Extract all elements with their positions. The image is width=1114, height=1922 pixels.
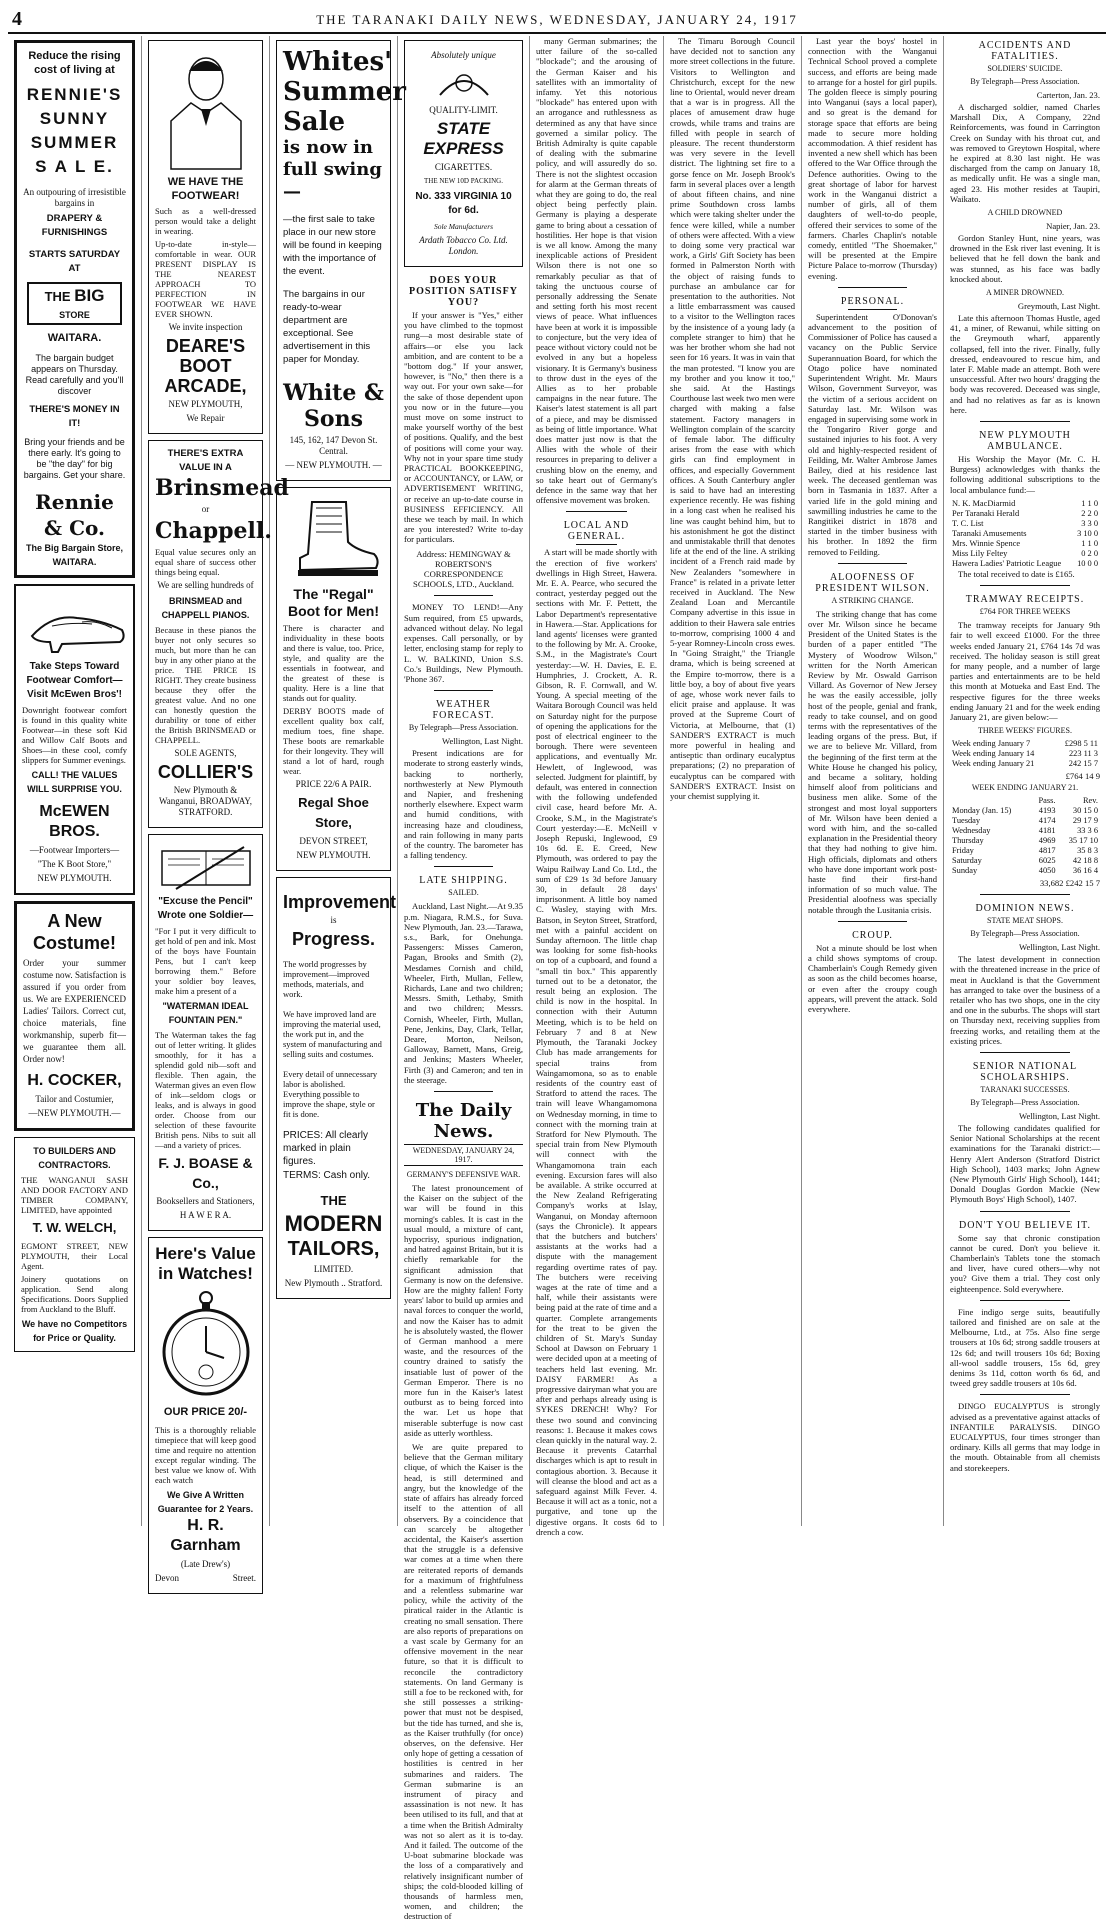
table-row xyxy=(950,826,1100,836)
table-row xyxy=(950,519,1100,529)
regal-addr2: NEW PLYMOUTH. xyxy=(296,850,371,860)
hemingway-body: If your answer is "Yes," either you have climbed to the topmost rung—a most desirable state of affairs—or else you lack ambition, and are content to be a "bottom dog." If your answer, however, is "No," then there is a way out. For your own sake—for the sake of those dependent upon you now or in the future—you must move on some instruct to make yourself worthy of the best of positions. Qualify, and the best of positions will come your way. Why not in your spare time study PRACTICAL BOOKKEEPING, or ACCOUNTANCY, or LAW, or ADVERTISEMENT WRITING, or receive an up-to-date course in BUSINESS EFFICIENCY. All these we teach by mail. In which are you interested? Write to-day for particulars. xyxy=(404,310,523,545)
dontbelieve-body: Some say that chronic constipation cannot be cured. Don't you believe it. Chamberlain's Tablets tone the stomach and liver, have cured others—why not you? Give them a trial. They cost only eighteenpence. Sold everywhere. xyxy=(950,1232,1100,1294)
scholar-sub: TARANAKI SUCCESSES. xyxy=(980,1084,1070,1094)
statex-maker1: Sole Manufacturers xyxy=(433,222,494,231)
store-word: STORE xyxy=(59,310,90,320)
welch-name: T. W. WELCH, xyxy=(32,1220,117,1235)
scholar-by: By Telegraph—Press Association. xyxy=(970,1097,1080,1107)
week-amount: £298 5 11 xyxy=(1064,739,1098,749)
collier-name: COLLIER'S xyxy=(157,762,254,782)
accidents-date1: Carterton, Jan. 23. xyxy=(1036,90,1100,100)
dominion-date: Wellington, Last Night. xyxy=(1019,942,1100,953)
subscriber-name: Mrs. Winnie Spence xyxy=(952,538,1021,548)
boase-body1: "For I put it very difficult to get hold of pen and ink. Most of the boys have Fountain Pens, but I can't keep borrowing them." Before your soldier boy leaves, make him a present of a xyxy=(155,926,256,996)
accidents-body2: Gordon Stanley Hunt, nine years, was drowned in the Esk river last evening. It is believed that he fell down the bank and was stunned, as his face was badly knocked about. xyxy=(950,233,1100,284)
deare-extra: We Repair xyxy=(186,413,225,423)
day-revenue: 35 8 3 xyxy=(1077,846,1098,856)
garnham-addr2: Street. xyxy=(232,1573,256,1583)
table-row xyxy=(950,866,1100,876)
big-store-logo xyxy=(27,282,122,325)
table-row xyxy=(950,529,1100,539)
subscription-amount: 1 1 0 xyxy=(1081,538,1098,548)
statex-maker2: Ardath Tobacco Co. Ltd. London. xyxy=(419,235,508,256)
collier-agents: SOLE AGENTS, xyxy=(174,748,237,758)
money-to-lend: MONEY TO LEND!—Any Sum required, from £5 upwards, advanced without delay. No legal expenses. Call personally, or by letter, enclosing stamp for reply to L. W. BALKIND, Union S.S. Co.'s Buildings, New Plymouth. 'Phone 367. xyxy=(404,602,523,684)
mcewen-ad xyxy=(14,584,135,895)
whites-name1: Whites' xyxy=(283,47,393,77)
dominion-by: By Telegraph—Press Association. xyxy=(970,929,1080,939)
table-row xyxy=(950,846,1100,856)
dominion-headline: DOMINION NEWS. xyxy=(975,903,1075,915)
rennie-starts: STARTS SATURDAY AT xyxy=(28,249,121,274)
boot-illustration xyxy=(286,498,382,582)
daily-news-nameplate: The Daily News. xyxy=(415,1100,512,1142)
weather-by: By Telegraph—Press Association. xyxy=(408,723,519,733)
indigo-serge-ad: Fine indigo serge suits, beautifully tailored and finished are on sale at the Melbourne, Ltd., at 75s. Also fine serge trousers at 10s 6d; strong saddle trousers at 12s 6d; and twill trousers 10s 6d; Boxing all-wool saddle trousers, 15s 6d, grey denims 3s 11d, cotton worth 6s 6d, and tweed grey saddle trousers at 10s 6d. xyxy=(950,1306,1100,1389)
subscription-amount: 2 2 0 xyxy=(1081,508,1098,518)
whites-addr: 145, 162, 147 Devon St. Central. xyxy=(289,435,378,456)
whites-body1: —the first sale to take place in our new store will be found in keeping with the importance of the event. xyxy=(283,214,382,277)
statex-price: No. 333 VIRGINIA 10 for 6d. xyxy=(415,191,512,216)
day-revenue: 36 16 4 xyxy=(1072,866,1098,876)
modern-tailors-ad xyxy=(276,877,397,1299)
dominion-sub: STATE MEAT SHOPS. xyxy=(987,916,1063,926)
table-row xyxy=(950,549,1100,559)
regal-body1: There is character and individuality in these boots and there is value, too. Price, style, and quality are the essentials in footwear, and the greatest of these is quality. Here is a line that stands out for quality. xyxy=(283,623,384,703)
improvement-body3: Every detail of unnecessary labor is abolished. Everything possible to improve the shape, style or fit is done. xyxy=(283,1069,378,1119)
regal-price: PRICE 22/6 A PAIR. xyxy=(295,779,372,789)
tailors-name2: MODERN xyxy=(284,1211,383,1236)
leader-body2: We are quite prepared to believe that the German military clique, of which the Kaiser is the head, is still determined and angry, but the knowledge of the state of affairs has already forced itself to the attention of all observers. By a coincidence that can scarcely be altogether accidental, the Kaiser's assertion that the struggle is a defensive war comes at a time when there are reiterated reports of demands for a maximum of frightfulness and a relentless submarine war policy, while the activity of the piratical raider in the Atlantic is creating no small sensation. There are also reports of preparations on a vast scale by Germany for an offensive movement in the near future, so that it is difficult to reconcile the contradictory statements. On land Germany is still a foe to be reckoned with, for she still possesses a striking-power that must not be despised, but the tide has turned, and she is, as the Kaiser truthfully (for once) observes, on the defensive. Her only hope of getting a cessation of hostilities is centred in her submarines and raiders. The German submarine is an instrument of piracy and assassination is not new. It has been utilised to its full, and that at a time when the British Admiralty was not so alert as it is to-day. And it failed. The outcome of the U-boat submarine blockade was the loss of a comparatively and relatively insignificant number of ships; the cold-blooded killing of thousands of harmless men, women, and children; the destruction of xyxy=(404,1442,523,1922)
garnham-guarantee: We Give A Written Guarantee for 2 Years. xyxy=(157,1490,254,1514)
week-label: Week ending January 14 xyxy=(952,749,1035,759)
deare-headline: WE HAVE THE FOOTWEAR! xyxy=(167,176,244,202)
column-7-body: Last year the boys' hostel in connection with the Wanganui Technical School proved a complete success, and efforts are being made to arrange for a hostel for girl pupils. The golden fleece is simply pouring into Wanganui (says a local paper), and so great is the demand for storage space that efforts are being made to secure more holding accommodation. A thief resident has invented a new shell which has been offered to the War Office through the Defence authorities. Owing to the great shortage of labor for harvest work in the Wanganui district a number of girls, all of them daughters of well-to-do people, offered their services to some of the farmers. Charles Chaplin's notable comedy, entitled "The Shoemaker," will be presented at the Empire Picture Palace to-morrow (Thursday) evening. xyxy=(808,36,937,281)
subscriber-name: Hawera Ladies' Patriotic League xyxy=(952,558,1062,568)
store-big: BIG xyxy=(74,286,105,305)
column-5 xyxy=(530,36,664,1537)
day-passengers: 6025 xyxy=(1038,856,1056,866)
mcewen-call: CALL! THE VALUES WILL SURPRISE YOU. xyxy=(27,770,122,794)
subscription-amount: 1 1 0 xyxy=(1081,498,1098,508)
day-label: Monday (Jan. 15) xyxy=(952,806,1012,816)
pocket-watch-illustration xyxy=(158,1288,254,1398)
leader-headline: GERMANY'S DEFENSIVE WAR. xyxy=(406,1170,521,1179)
improvement-is: is xyxy=(330,915,337,925)
state-express-ad xyxy=(404,40,523,267)
column-6-body: The Timaru Borough Council have decided not to sanction any more street collections in the future. Visitors to Wellington and Christchurch, except for the new line to Oriental, would never dream that a war is in progress. All the places of amusement draw huge crowds, while trams and trains are filled with people in search of pleasure. The recent thunderstorm was very severe in the Ievell district. The lightning set fire to a gorse fence on Mr. Joseph Brook's farm in several places over a length of about fifteen chains, and nine prime Southdown cross lambs which were taking shelter under the fence were killed, while a number of others were affected. With a view to doing some very practical war work, a Girls' Gift Society has been formed in Palmerston North with the object of raising funds to purchase an ambulance car for presentation to the authorities. Not a little embarrassment was caused to a visitor to the Wellington races by the insistence of a young lady (a complete stranger to him) that he was her brother whom she had not seen for 16 years. It was in vain that the man protested. "I know you are my brother and you know it too," she said. At the Hastings Courthouse last week two men were charged with making a false statement. Factory managers in Wellington complain of the scarcity of female labor. The difficulty arises from the ease with which girls can find employment in offices, and especially Government offices. A South Canterbury angler is said to have had an interesting experience recently. He was fishing in a long cast when he realised his line was caught behind him, but to his astonishment he got the distinct and unmistakable thrill that denotes life at the end of the line. A striking incident of a French raid made by New Zealanders "somewhere in France" is related in a private letter received in Auckland. The New Zealand Loan and Mercantile Company advertise in this issue in addition to their Hawera sale entries to-morrow, comprising 1000 4 and 5-year Romney-Lincoln cross ewes. In "Going Straight," the Triangle drama, which is being screened at the Empire to-morrow, there is a little boy, a boy of about five years of age, whose work never fails to elicit praise and applause. It was proved at the Supreme Court of Victoria, at Melbourne, that (1) SANDER'S EXTRACT is much more powerful in healing and antiseptic than ordinary eucalyptus preparations; (2) no preparation of eucalyptus can be compared with SANDER'S EXTRACT. Insist on your chemist supplying it. xyxy=(670,36,795,802)
hemingway-headline: DOES YOUR POSITION SATISFY YOU? xyxy=(409,275,518,308)
statex-brand: STATE EXPRESS xyxy=(423,119,504,158)
accidents-date2: Napier, Jan. 23. xyxy=(1046,221,1100,232)
subscription-amount: 10 0 0 xyxy=(1077,558,1098,568)
day-label: Thursday xyxy=(952,836,984,846)
cocker-name: H. COCKER, xyxy=(27,1072,122,1089)
column-4 xyxy=(398,36,530,1922)
column-8 xyxy=(944,36,1106,1526)
rennie-dept: DRAPERY & FURNISHINGS xyxy=(41,213,108,238)
boase-sub2: H A W E R A. xyxy=(179,1210,232,1220)
mcewen-sub2: "The K Boot Store," xyxy=(37,859,112,869)
week-amount: 223 11 3 xyxy=(1068,749,1098,759)
weather-date: Wellington, Last Night. xyxy=(442,736,523,747)
tramway-sub2: THREE WEEKS' FIGURES. xyxy=(978,726,1072,736)
garnham-price: OUR PRICE 20/- xyxy=(163,1406,248,1418)
scholar-headline: SENIOR NATIONAL SCHOLARSHIPS. xyxy=(972,1060,1078,1083)
table-row xyxy=(950,796,1100,806)
dominion-body: The latest development in connection with the threatened increase in the price of meat in Auckland is that the Government has arranged to take over the business of a retailer who has two shops, one in the city and one in the suburbs. The shops will start on Thursday next, receiving supplies from freezing works, and retailing them at the existing prices. xyxy=(950,954,1100,1046)
collier-ad xyxy=(148,440,289,828)
rennie-ad xyxy=(14,40,135,578)
column-7 xyxy=(802,36,944,1526)
garnham-addr xyxy=(155,1573,256,1584)
deare-name2: BOOT xyxy=(179,356,232,376)
welch-comp: We have no Competitors for Price or Quality. xyxy=(21,1319,128,1343)
whites-name2: Summer xyxy=(283,77,406,107)
rennie-money: THERE'S MONEY IN IT! xyxy=(29,404,120,429)
garnham-addr1: Devon xyxy=(155,1573,179,1583)
garnham-body: This is a thoroughly reliable timepiece that will keep good time and require no attention except regular winding. The best value we know of. With each watch xyxy=(155,1425,256,1485)
day-passengers: 4174 xyxy=(1038,816,1056,826)
subscription-amount: 3 10 0 xyxy=(1077,528,1098,538)
cocker-sub2: —NEW PLYMOUTH.— xyxy=(28,1108,121,1118)
statex-pack: THE NEW 10D PACKING. xyxy=(424,177,503,185)
aloofness-body: The striking change that has come over Mr. Wilson since he became President of the United States is the burden of a paper entitled "The Mystery of Woodrow Wilson," written for the North American Review by Mr. Oswald Garrison Villard. As Governor of New Jersey he was the easily accessible, jolly host of the people, genial and frank, ready to take counsel, and on good terms with the representatives of the leading organs of the press. But, if we are to believe Mr. Villard, from the beginning of the first term at the White House he changed his policy, and became a solitary, holding himself aloof from politicians and business men alike. Some of the strongest and most loyal supporters of Mr. Wilson have been denied a word with him, and the so-called explanation in the Presidential theory that they had nothing to give him. High officials, diplomats and others who have done important work post-haste find their first-hand information of so much value. The Presidential aloofness was specially notable through the Lusitania crisis. xyxy=(808,608,937,915)
table-row xyxy=(950,816,1100,826)
leader-date: WEDNESDAY, JANUARY 24, 1917. xyxy=(404,1144,523,1166)
boase-ad xyxy=(148,834,263,1231)
collier-brinsmead: Brinsmead xyxy=(155,475,289,501)
subscription-amount: 0 2 0 xyxy=(1081,548,1098,558)
day-label: Sunday xyxy=(952,866,978,876)
table-row xyxy=(950,806,1100,816)
aloofness-headline: ALOOFNESS OF PRESIDENT WILSON. xyxy=(815,571,930,594)
ambulance-table xyxy=(950,499,1100,569)
pass-header: Pass. xyxy=(1038,796,1056,806)
boase-headline: "Excuse the Pencil" Wrote one Soldier— xyxy=(157,896,254,921)
whites-brand: White & Sons xyxy=(283,380,384,432)
day-revenue: 42 18 8 xyxy=(1072,856,1098,866)
statex-quality: QUALITY-LIMIT. xyxy=(429,105,498,115)
tramway-weeks-table xyxy=(950,739,1100,769)
shipping-body: Auckland, Last Night.—At 9.35 p.m. Niagara, R.M.S., for Suva. New Plymouth, Jan. 23.—Tarawa, s.s., Bark, for Onehunga. Passengers: Misses Cameron, Pagan, Brooks and Smith (2), Mesdames Cornish and child, Wheeler, Firth, Mullan, Fellew, Richards, Lane and two children; Messrs. Smith, Lethaby, Smith and two children; Messrs. Cornish, Wheeler, Firth, Mullan, Pene, Jenkins, Day, Clark, Tellar, Deare, Morton, Neilson, Galloway, Barnett, Mans, Greig, and Jenkins; Masters Wheeler, Firth (3) and Cameron; and ten in the steerage. xyxy=(404,901,523,1085)
regal-body2: DERBY BOOTS made of excellent quality box calf, medium toes, fine shape. These boots are remarkable for their longevity. They will stand a lot of hard, rough wear. xyxy=(283,706,384,776)
whites-name4: is now in full swing— xyxy=(283,137,382,202)
statex-cig: CIGARETTES. xyxy=(434,162,493,172)
garnham-sub: (Late Drew's) xyxy=(180,1559,231,1569)
improvement-prices: PRICES: All clearly marked in plain figures. xyxy=(283,1130,369,1167)
accidents-body3: Late this afternoon Thomas Hustle, aged 41, a miner, of Rewanui, while sitting on the Greymouth wharf, apparently collapsed, fell into the river. Finally, fully dressed, endeavoured to rescue him, and later F. Mable made an attempt. Both were unsuccessful. After two hours' dragging the body was recovered. Deceased was single, and had no relatives as far as is known here. xyxy=(950,313,1100,415)
whites-ad xyxy=(276,40,406,481)
tramway-sub3: WEEK ENDING JANUARY 21. xyxy=(971,783,1079,793)
mcewen-body: Downright footwear comfort is found in this quality white Footwear—in these soft Kid and Willow Calf Boots and Shoes—in these cool, comfy slippers for Summer evenings. xyxy=(22,705,127,765)
whites-name3: Sale xyxy=(283,107,346,137)
day-passengers: 4050 xyxy=(1038,866,1056,876)
day-revenue: 30 15 0 xyxy=(1072,806,1098,816)
improvement-h2: Progress. xyxy=(291,929,376,949)
tramway-days-table xyxy=(950,796,1100,876)
statex-top: Absolutely unique xyxy=(431,50,496,60)
cocker-sub1: Tailor and Costumier, xyxy=(35,1094,114,1104)
tailors-name1: THE xyxy=(320,1193,347,1208)
rennie-name-4: S A L E. xyxy=(35,157,114,176)
leader-continued: many German submarines; the utter failure of the so-called "blockade"; and the arousing of the German Kaiser and his satellites with an immortality of infamy. Yet this notorious "blockade" has entered upon with an arrogance and ruthlessness as determined as any that have since governed a similar policy. The British Admiralty is quite capable of dealing with the submarine policy, and will assuredly do so. There is not the slightest occasion for alarm at the German threats of what they are going to do, the real object being perfectly plain. Germany is playing a desperate game to bring about a cessation of hostilities. Her hope is that vision is we all know. Among the many inexplicable actions of President Wilson there is not one so remarkably peculiar as that of taking the unctuous course of personally addressing the Senate and setting forth his most recent views of peace. What influences have been at work it is impossible to conjecture, but the very idea of peace without victory could not be evolved in any but a hopeless visionary. It is Germany's business to throw dust in the eyes of the Allies as to her probable campaigns in the near future. The Kaiser's latest statement is all part of a piece, and may be dismissed as being of little importance. What does matter just now is that the Allies with the whole of their resources in preparing to deliver a crushing blow on the enemy, and so take heart out of Germany's defence in the same way that her offensive movement was broken. xyxy=(536,36,657,506)
column-6 xyxy=(664,36,802,1526)
week-amount: 242 15 7 xyxy=(1068,759,1098,769)
subscriber-name: Miss Lily Feltey xyxy=(952,548,1008,558)
rennie-town: WAITARA. xyxy=(47,332,102,344)
regal-headline: The "Regal" Boot for Men! xyxy=(288,586,379,619)
personal-headline: PERSONAL. xyxy=(840,295,905,307)
ladies-shoe-illustration xyxy=(22,596,132,656)
day-passengers: 4181 xyxy=(1038,826,1056,836)
regal-addr1: DEVON STREET, xyxy=(299,836,368,846)
dontbelieve-headline: DON'T YOU BELIEVE IT. xyxy=(958,1219,1092,1231)
cocker-ad xyxy=(14,901,135,1131)
accidents-sub2: A CHILD DROWNED xyxy=(987,208,1063,218)
deare-ad xyxy=(148,40,263,434)
rennie-intro: Reduce the rising cost of living at xyxy=(28,50,121,76)
welch-joinery: Joinery quotations on application. Send along Specifications. Doors Supplied from Auckland to the Bluff. xyxy=(21,1274,128,1314)
table-row xyxy=(950,856,1100,866)
collier-pianos: BRINSMEAD and CHAPPELL PIANOS. xyxy=(161,596,250,620)
tailors-addr: New Plymouth .. Stratford. xyxy=(284,1278,383,1288)
subscriber-name: N. K. MacDiarmid xyxy=(952,498,1016,508)
table-row xyxy=(950,759,1100,769)
aloofness-sub: A STRIKING CHANGE. xyxy=(831,595,914,605)
day-revenue: 33 3 6 xyxy=(1077,826,1098,836)
garnham-name: H. R. Garnham xyxy=(170,1517,241,1554)
collier-addr: New Plymouth & Wanganui, BROADWAY, STRATFORD. xyxy=(158,785,253,817)
accidents-headline: ACCIDENTS AND FATALITIES. xyxy=(978,40,1072,62)
improvement-body2: We have improved land are improving the material used, the work put in, and the system of manufacturing and selling suits and costumes. xyxy=(283,1009,382,1059)
tailors-name4: LIMITED. xyxy=(313,1264,354,1274)
subscriber-name: T. C. List xyxy=(952,518,984,528)
mcewen-sub1: —Footwear Importers— xyxy=(29,845,120,855)
deare-name1: DEARE'S xyxy=(165,336,246,356)
tramway-sub: £764 FOR THREE WEEKS xyxy=(979,607,1071,617)
page-number: 4 xyxy=(12,8,22,30)
table-row xyxy=(950,739,1100,749)
collier-body1: Equal value secures only an equal share of success other things being equal. xyxy=(155,547,256,577)
column-3 xyxy=(270,36,406,1526)
gentleman-illustration xyxy=(161,51,251,171)
accidents-body1: A discharged soldier, named Charles Marshall Dix, A Company, 22nd Reinforcements, was found in Carrington Creek on Sunday with his throat cut, and was removed to Greytown Hospital, where he expired at 8.30 last night. He was discharged from the camp on January 18, as medically unfit. He was a single man, aged 23. His mother resides at Taupiri, Waikato. xyxy=(950,102,1100,204)
local-general-body: A start will be made shortly with the erection of five workers' dwellings in High Street, Hawera. Mr. E. A. Pearce, who secured the contract, yesterday pegged out the sections with Mr. F. Pettett, the Labor Department's representative in Hawera.—Star. Applications for land agents' licenses were granted to the following by Mr. A. Crooke, S.M., in the Magistrate's Court yesterday:—W. H. Davies, E. E. Humphries, J. Crockett, A. R. Gibson, R. F. Cornwall, and W. Young. A special meeting of the Waitara Borough Council was held on Saturday night for the purpose of opening the applications for the post of electrical engineer to the borough. There were seventeen applications, and eventually Mr. Hewlett, of Inglewood, was selected. Judgment for plaintiff, by default, was entered in connection with the following undefended civil case, heard before Mr. A. Crooke, S.M., in the Magistrate's Court yesterday:—E. McNeill v Joseph Repuski, Inglewood, £9 10s 6d. E. E. Creed, New Plymouth, was ordered to pay the Waipu Railway Land Co. Ltd., the sum of £29 1s 3d before January 30, in default 28 days' imprisonment. A little boy named C. Wasley, staying with Mrs. Batson, in Seyton Street, Stratford, met with a painful accident on Sunday afternoon. The little chap was looking for some fish-hooks on top of a cupboard, and found a "small tin box." This apparently turned out to be a detonator, the result being an explosion. The child is now in the hospital. In connection with their Autumn Meeting, which is to be held on February 7 and 8 at New Plymouth, the Taranaki Jockey Club has made arrangements for special trains from Waingamomona, so as to enable residents of the country east of Stratford to attend the races. The train will leave Whangamomona on Wednesday morning, in time to connect with the morning train at Stratford for New Plymouth. The special train from New Plymouth will connect with the Whangamomona train each evening. Excursion fares will also be available. A strike occurred at the New Zealand Refrigerating Company's works at Islay, Wanganui, on Monday afternoon (says the Chronicle). It appears that the butchers and butchers' assistants at the works had a dispute with the management regarding overtime rates of pay. The butchers were receiving wages at the rate of time and a half, while their assistants were being paid at the rate of time and a quarter. Complete arrangements for the treat to be given the children of St. Mary's Sunday School at Dawson on February 1 were decided upon at a meeting of teachers held last evening. Mr. DAISY FARMER! As a progressive dairyman what you are after and perhaps already using is SYKES DRENCH! Why? For these two sound and convincing reasons: 1. Because it makes cows clean quickly in the natural way. 2. Because it prevents Catarrhal discharges which is apt to result in contagious abortion. 3. Because it will cleanse the blood and act as a safeguard against Milk Fever. 4. Because it will act as a tonic, not a purgative, and tone up the digestive organs. It costs 6d to drench a cow. xyxy=(536,547,657,1537)
deare-name3: ARCADE, xyxy=(164,376,247,396)
rennie-brand: Rennie & Co. xyxy=(35,490,114,540)
day-label: Saturday xyxy=(952,856,982,866)
rev-header: Rev. xyxy=(1082,796,1098,806)
week-label: Week ending January 7 xyxy=(952,739,1031,749)
ambulance-total: The total received to date is £165. xyxy=(958,568,1075,579)
garnham-headline: Here's Value in Watches! xyxy=(155,1244,256,1283)
rennie-budget: The bargain budget appears on Thursday. Read carefully and you'll discover xyxy=(25,353,124,396)
tramway-headline: TRAMWAY RECEIPTS. xyxy=(965,594,1085,606)
hemingway-addr: Address: HEMINGWAY & ROBERTSON'S CORRESPONDENCE SCHOOLS, LTD., Auckland. xyxy=(413,548,514,590)
writing-pad-illustration xyxy=(156,845,256,891)
table-row xyxy=(950,749,1100,759)
regal-ad xyxy=(276,487,391,871)
day-passengers: 4193 xyxy=(1038,806,1056,816)
personal-body: Superintendent O'Donovan's advancement to the position of Commissioner of Police has caused a vacancy on the Public Service Superannuation Board, for which the Otago police have nominated Superintendent Wright. Mr. Maurs Wilson, Government Surveyor, was the victim of a serious accident on Saturday last. Mr. Wilson was engaged in supervising some work in the Tongariro River gorge and sustained injuries to his foot. A very old and highly-respected resident of Feilding, Mr. Walter Ambrose James Bailey, died at his residence last week. The deceased gentleman was born in Tasmania in 1837. After a varied life in the gold mining and sawmilling industries he came to the Rangitikei district in 1878 and started in the timber business with his brother. In 1892 the firm removed to Feilding. xyxy=(808,311,937,557)
collier-body2: We are selling hundreds of xyxy=(157,580,254,590)
collier-headline: THERE'S EXTRA VALUE IN A xyxy=(167,448,244,473)
mcewen-name: McEWEN BROS. xyxy=(39,803,110,840)
weather-body: Present indications are for moderate to strong easterly winds, backing to northerly, northwesterly at New Plymouth and Napier, and freshening northerly elsewhere. Expect warm and humid conditions, with increasing haze and cloudiness, and rain following in many parts of the country. The barometer has a falling tendency. xyxy=(404,748,523,861)
table-row xyxy=(950,539,1100,549)
subscriber-name: Taranaki Amusements xyxy=(952,528,1027,538)
rennie-name-2: SUNNY xyxy=(39,109,110,128)
rennie-bring: Bring your friends and be there early. It's going to be "the day" for big bargains. Get your share. xyxy=(23,437,126,480)
regal-name: Regal Shoe Store, xyxy=(298,795,369,830)
mcewen-sub3: NEW PLYMOUTH. xyxy=(37,873,112,883)
day-header xyxy=(950,796,1031,806)
day-label: Tuesday xyxy=(952,816,981,826)
scholar-body: The following candidates qualified for Senior National Scholarships at the recent examinations for the Taranaki district:—Henry Alert Anderson (Stratford District High School), 1403 marks; John Agnew (New Plymouth Girls' High School), 1441; Donald Douglas Gordon Mackie (New Plymouth Boys' High School), 1407. xyxy=(950,1122,1100,1205)
rennie-name-1: RENNIE'S xyxy=(26,85,123,104)
ambulance-body: His Worship the Mayor (Mr. C. H. Burgess) acknowledges with thanks the following additional subscriptions to the local ambulance fund:— xyxy=(950,454,1100,495)
mcewen-headline: Take Steps Toward Footwear Comfort—Visit McEwen Bros'! xyxy=(26,661,123,700)
improvement-terms: TERMS: Cash only. xyxy=(283,1170,371,1181)
boase-body2: The Waterman takes the fag out of letter writing. It glides smoothly, for it has a splendid gold nib—soft and flexible. Then again, the Waterman gives an even flow of ink—seldom clogs or leaks, and is always in good order. Choose from our selection of these favourite British pens. Nibs to suit all—and a variety of prices. xyxy=(155,1030,256,1150)
welch-body: THE WANGANUI SASH AND DOOR FACTORY AND TIMBER COMPANY, LIMITED, have appointed xyxy=(21,1175,128,1215)
shipping-sub: SAILED. xyxy=(448,888,479,898)
whites-addr2: — NEW PLYMOUTH. — xyxy=(285,460,382,470)
accidents-sub1: SOLDIERS' SUICIDE. xyxy=(987,64,1063,73)
leader-body1: The latest pronouncement of the Kaiser on the subject of the war will be found in this morning's cables. It is cast in the usual mould, a mixture of cant, hypocrisy, spurious indignation, and hatred against Britain, but it is chiefly remarkable for the significant admission that Germany is now on the defensive. How are the mighty fallen! Forty years' labor to build up armies and naval forces to conquer the world, and now the Kaiser has to admit he is absolutely wasted, the flower of German manhood a mere waste, and the resources of the country drained to satisfy the insatiable lust of power of the German Emperor. There is no more fun in the Kaiser's latest outburst as to being forced into the war. Let us hope that miserable subterfuge is now cast aside as utterly worthless. xyxy=(404,1183,523,1438)
welch-headline: TO BUILDERS AND CONTRACTORS. xyxy=(33,1146,116,1170)
deare-addr: NEW PLYMOUTH, xyxy=(168,399,243,409)
week-label: Week ending January 21 xyxy=(952,759,1035,769)
masthead-title: THE TARANAKI DAILY NEWS, WEDNESDAY, JANUARY 24, 1917 xyxy=(316,12,798,27)
rennie-brand-sub: The Big Bargain Store, WAITARA. xyxy=(25,543,123,567)
tailors-name3: TAILORS, xyxy=(287,1238,380,1260)
cocker-body: Order your summer costume now. Satisfaction is assured if you order from us. We are EXPERIENCED Ladies' Tailors. Correct cut, choice materials, fine workmanship, superb fit—we guarantee them all. Order now! xyxy=(23,958,126,1064)
column-2 xyxy=(142,36,289,1583)
boase-pen: "WATERMAN IDEAL FOUNTAIN PEN." xyxy=(162,1001,249,1025)
table-row xyxy=(950,499,1100,509)
crest-icon xyxy=(434,65,494,101)
subscription-amount: 3 3 0 xyxy=(1081,518,1098,528)
collier-chappell: Chappell. xyxy=(155,518,272,544)
table-row xyxy=(950,836,1100,846)
day-revenue: 29 17 9 xyxy=(1072,816,1098,826)
tramway-weeks-total: £764 14 9 xyxy=(1065,771,1100,782)
rennie-name-3: SUMMER xyxy=(30,133,119,152)
table-row xyxy=(950,559,1100,569)
accidents-sub3: A MINER DROWNED. xyxy=(986,288,1064,298)
tramway-days-total: 33,682 £242 15 7 xyxy=(1039,878,1100,889)
dingo-eucalyptus-ad: DINGO EUCALYPTUS is strongly advised as a preventative against attacks of INFANTILE PARALYSIS. DINGO EUCALYPTUS, four times stronger than ordinary. Kills all germs that may lodge in the mouth. Obtainable from all chemists and storekeepers. xyxy=(950,1401,1100,1473)
garnham-ad xyxy=(148,1237,263,1594)
day-passengers: 4969 xyxy=(1038,836,1056,846)
local-general-headline: LOCAL AND GENERAL. xyxy=(563,520,630,543)
tramway-body: The tramway receipts for January 9th fair to well exceed £1000. For the three weeks ended January 21, £764 14s 7d was received. The holiday season is still great for many people, and a number of large parties and entertainments are to be held this month at Motueka and East End. The respective figures for the three weeks ending January 21 and for the week ending January 21, are given below:— xyxy=(950,620,1100,722)
masthead xyxy=(8,6,1106,34)
day-passengers: 4817 xyxy=(1038,846,1056,856)
shipping-headline: LATE SHIPPING. xyxy=(419,875,508,887)
accidents-date3: Greymouth, Last Night. xyxy=(1017,301,1100,312)
whites-body2: The bargains in our ready-to-wear department are exceptional. See advertisement in this paper for Monday. xyxy=(283,289,371,365)
deare-body1: Such as a well-dressed person would take a delight in wearing. xyxy=(155,206,256,236)
column-1 xyxy=(8,36,142,1526)
accidents-by: By Telegraph—Press Association. xyxy=(970,77,1080,86)
collier-body3: Because in these pianos the buyer not only secures so much, but more than he can buy in any other piano at the price. THE PRICE IS RIGHT. They create business because they offer the greatest value. And no one can honestly question the durability or tone of either the British BRINSMEAD or CHAPPELL. xyxy=(155,625,256,745)
scholar-date: Wellington, Last Night. xyxy=(1019,1110,1100,1121)
croup-headline: CROUP. xyxy=(852,929,893,941)
welch-addr: EGMONT STREET, NEW PLYMOUTH, their Local Agent. xyxy=(21,1241,128,1271)
deare-invite: We invite inspection xyxy=(168,322,243,332)
store-the: THE xyxy=(44,289,71,304)
ambulance-headline: NEW PLYMOUTH AMBULANCE. xyxy=(979,430,1071,453)
subscriber-name: Per Taranaki Herald xyxy=(952,508,1020,518)
improvement-body1: The world progresses by improvement—improved methods, materials, and work. xyxy=(283,959,370,999)
table-row xyxy=(950,509,1100,519)
improvement-h1: Improvement xyxy=(283,892,397,912)
weather-headline: WEATHER FORECAST. xyxy=(432,699,495,722)
deare-body2: Up-to-date in-style—comfortable in wear. OUR PRESENT DISPLAY IS THE NEAREST APPROACH TO PERFECTION IN FOOTWEAR WE HAVE EVER SHOWN. xyxy=(155,239,256,319)
day-label: Wednesday xyxy=(952,826,991,836)
day-label: Friday xyxy=(952,846,974,856)
collier-or: or xyxy=(201,504,210,514)
welch-ad xyxy=(14,1137,135,1352)
croup-body: Not a minute should be lost when a child shows symptoms of croup. Chamberlain's Cough Remedy given as soon as the child becomes hoarse, or even after the croupy cough appears, will prevent the attack. Sold everywhere. xyxy=(808,942,937,1015)
boase-name: F. J. BOASE & Co., xyxy=(158,1155,253,1191)
rennie-outpouring: An outpouring of irresistible bargains in xyxy=(23,187,126,208)
cocker-headline: A New Costume! xyxy=(32,911,116,953)
day-revenue: 35 17 10 xyxy=(1068,836,1098,846)
boase-sub1: Booksellers and Stationers, xyxy=(156,1196,255,1206)
